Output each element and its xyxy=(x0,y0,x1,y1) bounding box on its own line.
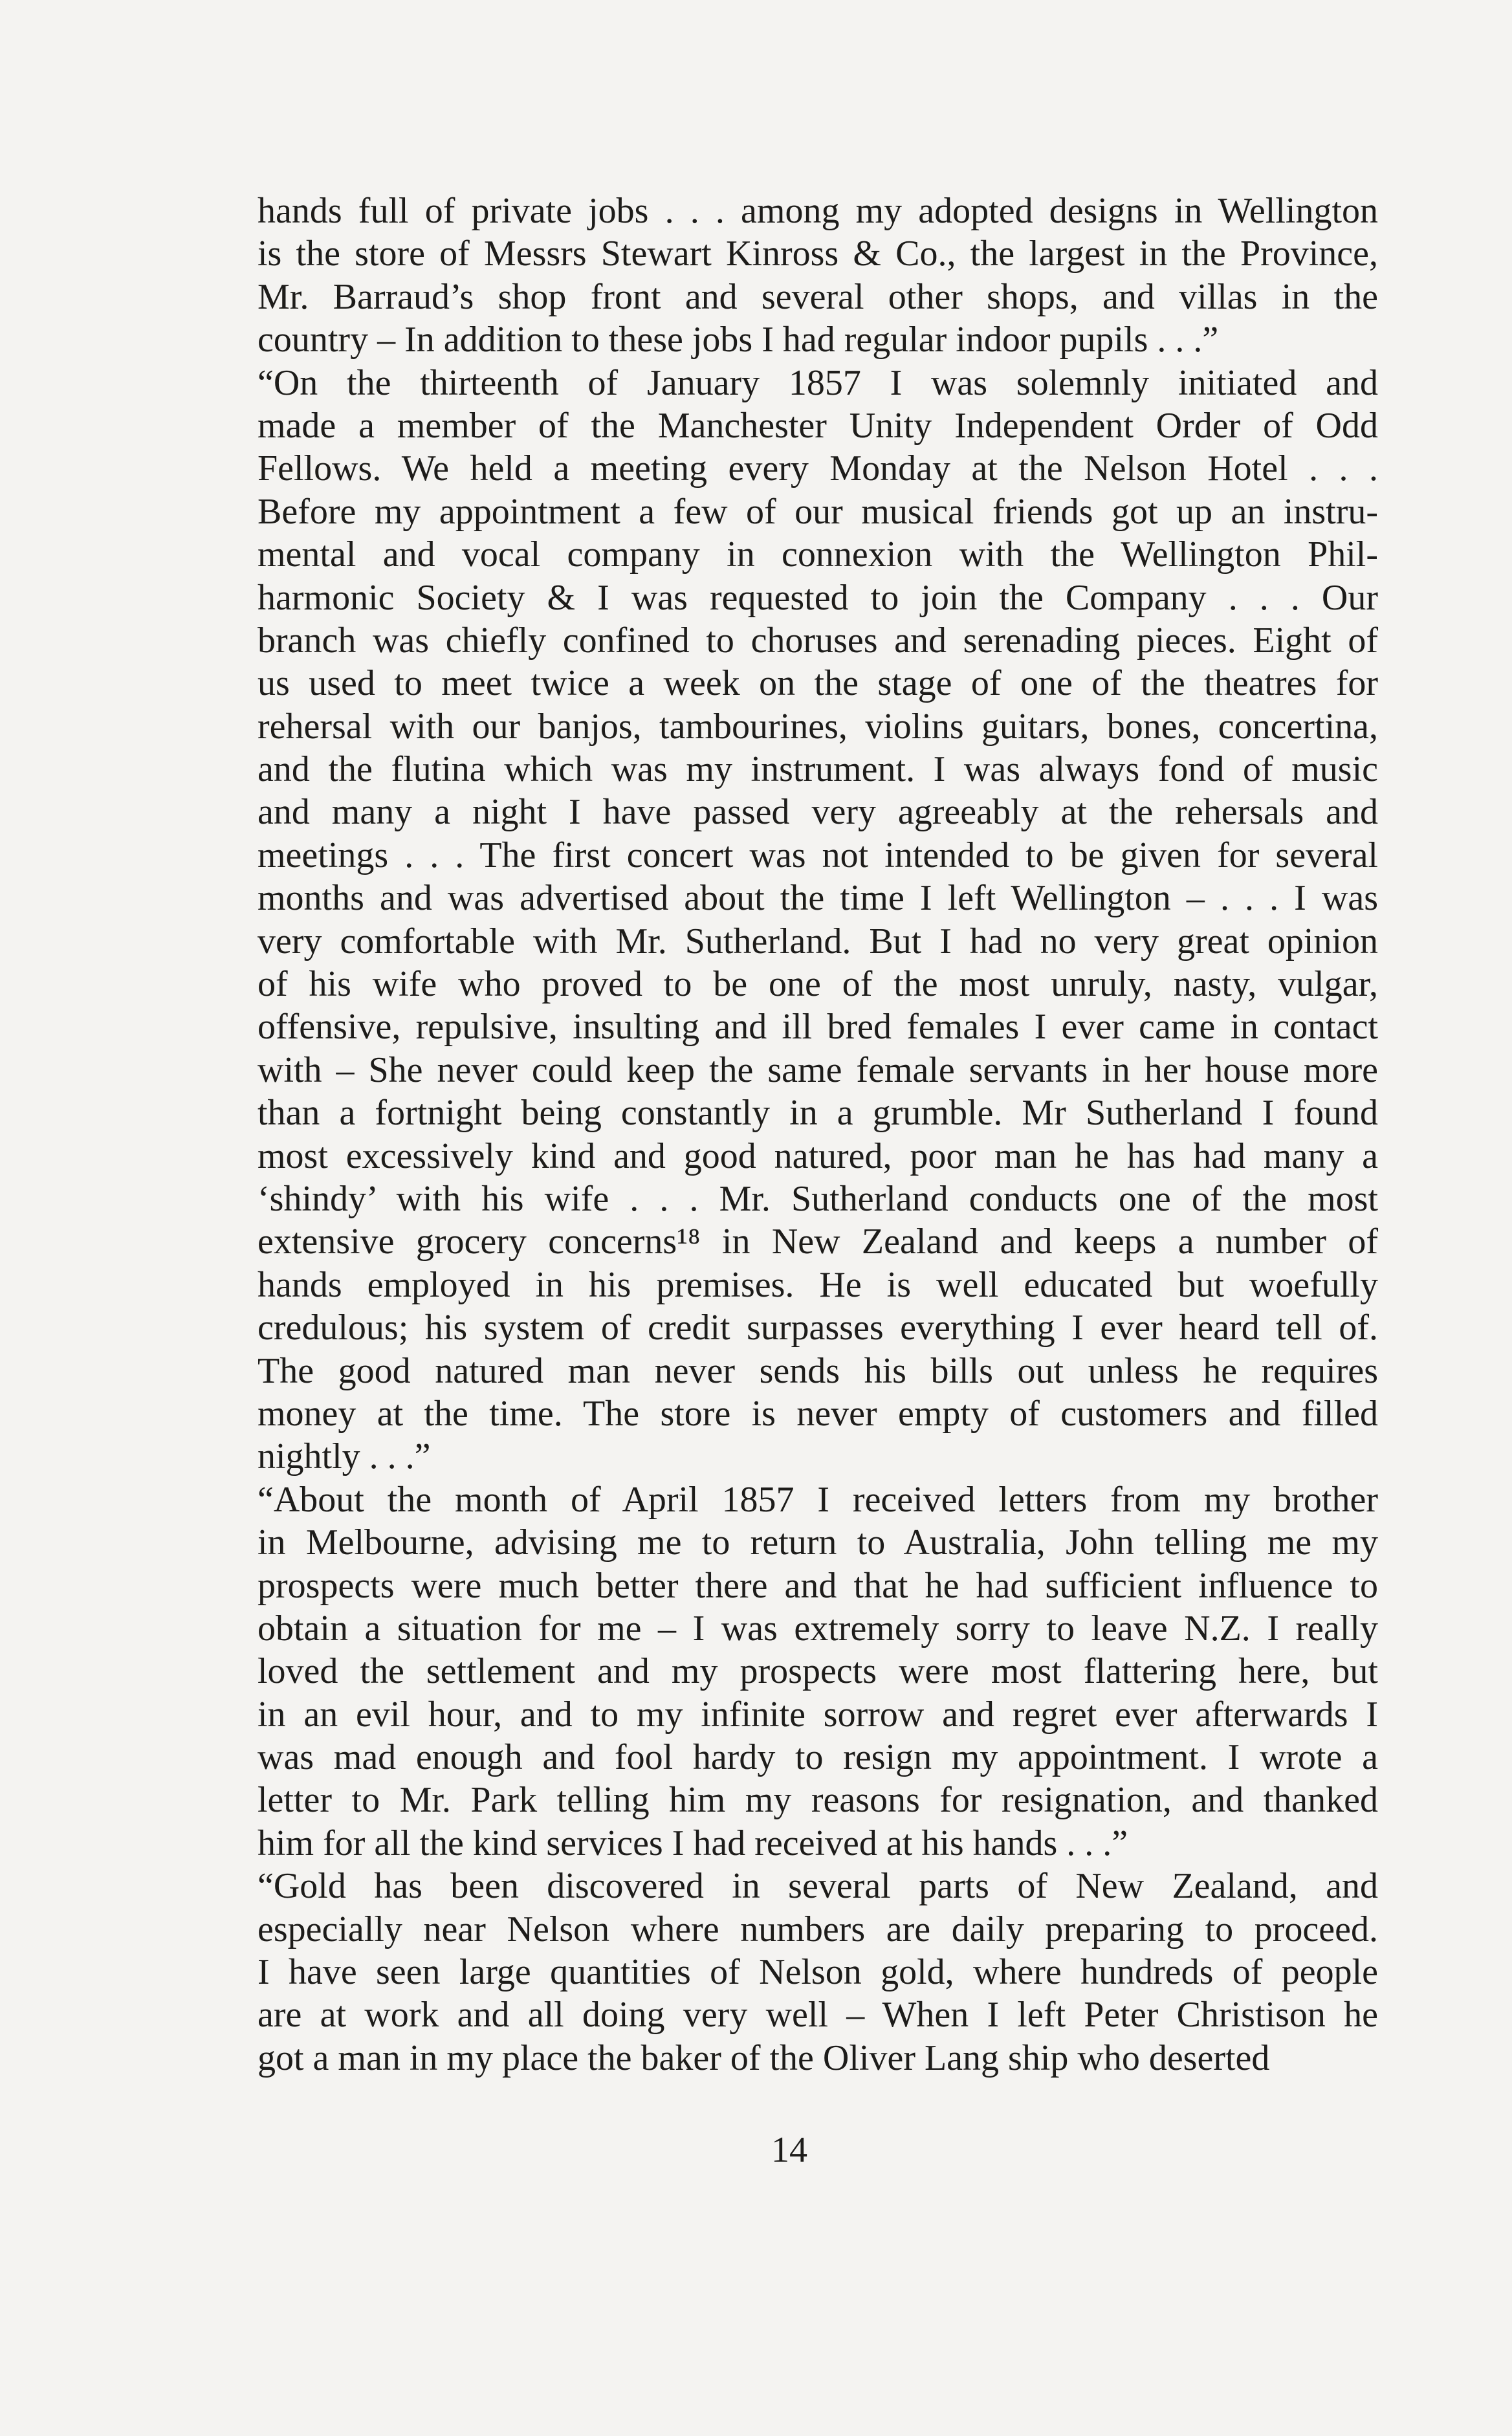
text-line: I have seen large quantities of Nelson gold, where hundreds of people xyxy=(257,1952,1378,1993)
text-line: and the flutina which was my instrument. I was always fond of music xyxy=(257,749,1378,790)
text-line: was mad enough and fool hardy to resign my appointment. I wrote a xyxy=(257,1737,1378,1778)
text-line: nightly . . .” xyxy=(257,1436,431,1477)
page-number: 14 xyxy=(771,2130,807,2170)
text-line: months and was advertised about the time I left Wellington – . . . I was xyxy=(257,878,1378,919)
text-line: “About the month of April 1857 I received letters from my brother xyxy=(257,1479,1378,1520)
text-line: most excessively kind and good natured, poor man he has had many a xyxy=(257,1136,1378,1176)
text-line: are at work and all doing very well – When I left Peter Christison he xyxy=(257,1995,1378,2035)
text-line: meetings . . . The first concert was not intended to be given for several xyxy=(257,835,1378,875)
text-line: country – In addition to these jobs I had regular indoor pupils . . .” xyxy=(257,320,1219,360)
text-line: Mr. Barraud’s shop front and several other shops, and villas in the xyxy=(257,276,1378,317)
body-text xyxy=(257,190,1378,2079)
text-line: of his wife who proved to be one of the most unruly, nasty, vulgar, xyxy=(257,964,1378,1005)
text-line: “Gold has been discovered in several parts of New Zealand, and xyxy=(257,1866,1378,1907)
text-line: branch was chiefly confined to choruses and serenading pieces. Eight of xyxy=(257,620,1378,661)
text-line: obtain a situation for me – I was extremely sorry to leave N.Z. I really xyxy=(257,1608,1378,1649)
text-line: letter to Mr. Park telling him my reasons for resignation, and thanked xyxy=(257,1780,1378,1821)
text-line: us used to meet twice a week on the stage of one of the theatres for xyxy=(257,663,1378,704)
text-line: extensive grocery concerns¹⁸ in New Zealand and keeps a number of xyxy=(257,1222,1378,1262)
text-line: in an evil hour, and to my infinite sorrow and regret ever afterwards I xyxy=(257,1694,1378,1735)
text-line: The good natured man never sends his bills out unless he requires xyxy=(257,1350,1378,1391)
text-line: with – She never could keep the same female servants in her house more xyxy=(257,1049,1378,1090)
text-line: than a fortnight being constantly in a grumble. Mr Sutherland I found xyxy=(257,1093,1378,1134)
text-line: harmonic Society & I was requested to join the Company . . . Our xyxy=(257,577,1378,618)
text-line: offensive, repulsive, insulting and ill bred females I ever came in contact xyxy=(257,1007,1378,1048)
text-line: hands employed in his premises. He is well educated but woefully xyxy=(257,1264,1378,1305)
text-line: loved the settlement and my prospects were most flattering here, but xyxy=(257,1651,1378,1692)
text-line: in Melbourne, advising me to return to Australia, John telling me my xyxy=(257,1522,1378,1563)
text-line: mental and vocal company in connexion with the Wellington Phil- xyxy=(257,534,1378,575)
text-line: credulous; his system of credit surpasses everything I ever heard tell of. xyxy=(257,1308,1378,1348)
text-line: him for all the kind services I had received at his hands . . .” xyxy=(257,1823,1128,1863)
text-line: Fellows. We held a meeting every Monday at the Nelson Hotel . . . xyxy=(257,448,1378,489)
text-line: got a man in my place the baker of the Oliver Lang ship who deserted xyxy=(257,2037,1270,2078)
text-line: “On the thirteenth of January 1857 I was solemnly initiated and xyxy=(257,362,1378,403)
text-line: ‘shindy’ with his wife . . . Mr. Sutherland conducts one of the most xyxy=(257,1178,1378,1219)
text-line: especially near Nelson where numbers are daily preparing to proceed. xyxy=(257,1909,1378,1949)
text-line: hands full of private jobs . . . among my adopted designs in Wellington xyxy=(257,191,1378,231)
text-line: Before my appointment a few of our musical friends got up an instru- xyxy=(257,491,1378,532)
text-line: money at the time. The store is never empty of customers and filled xyxy=(257,1393,1378,1434)
text-line: rehersal with our banjos, tambourines, violins guitars, bones, concertina, xyxy=(257,706,1378,747)
text-line: very comfortable with Mr. Sutherland. But I had no very great opinion xyxy=(257,921,1378,961)
text-line: made a member of the Manchester Unity Independent Order of Odd xyxy=(257,405,1378,446)
text-line: is the store of Messrs Stewart Kinross & Co., the largest in the Province, xyxy=(257,234,1378,274)
text-line: prospects were much better there and that he had sufficient influence to xyxy=(257,1565,1378,1606)
text-line: and many a night I have passed very agreeably at the rehersals and xyxy=(257,792,1378,833)
